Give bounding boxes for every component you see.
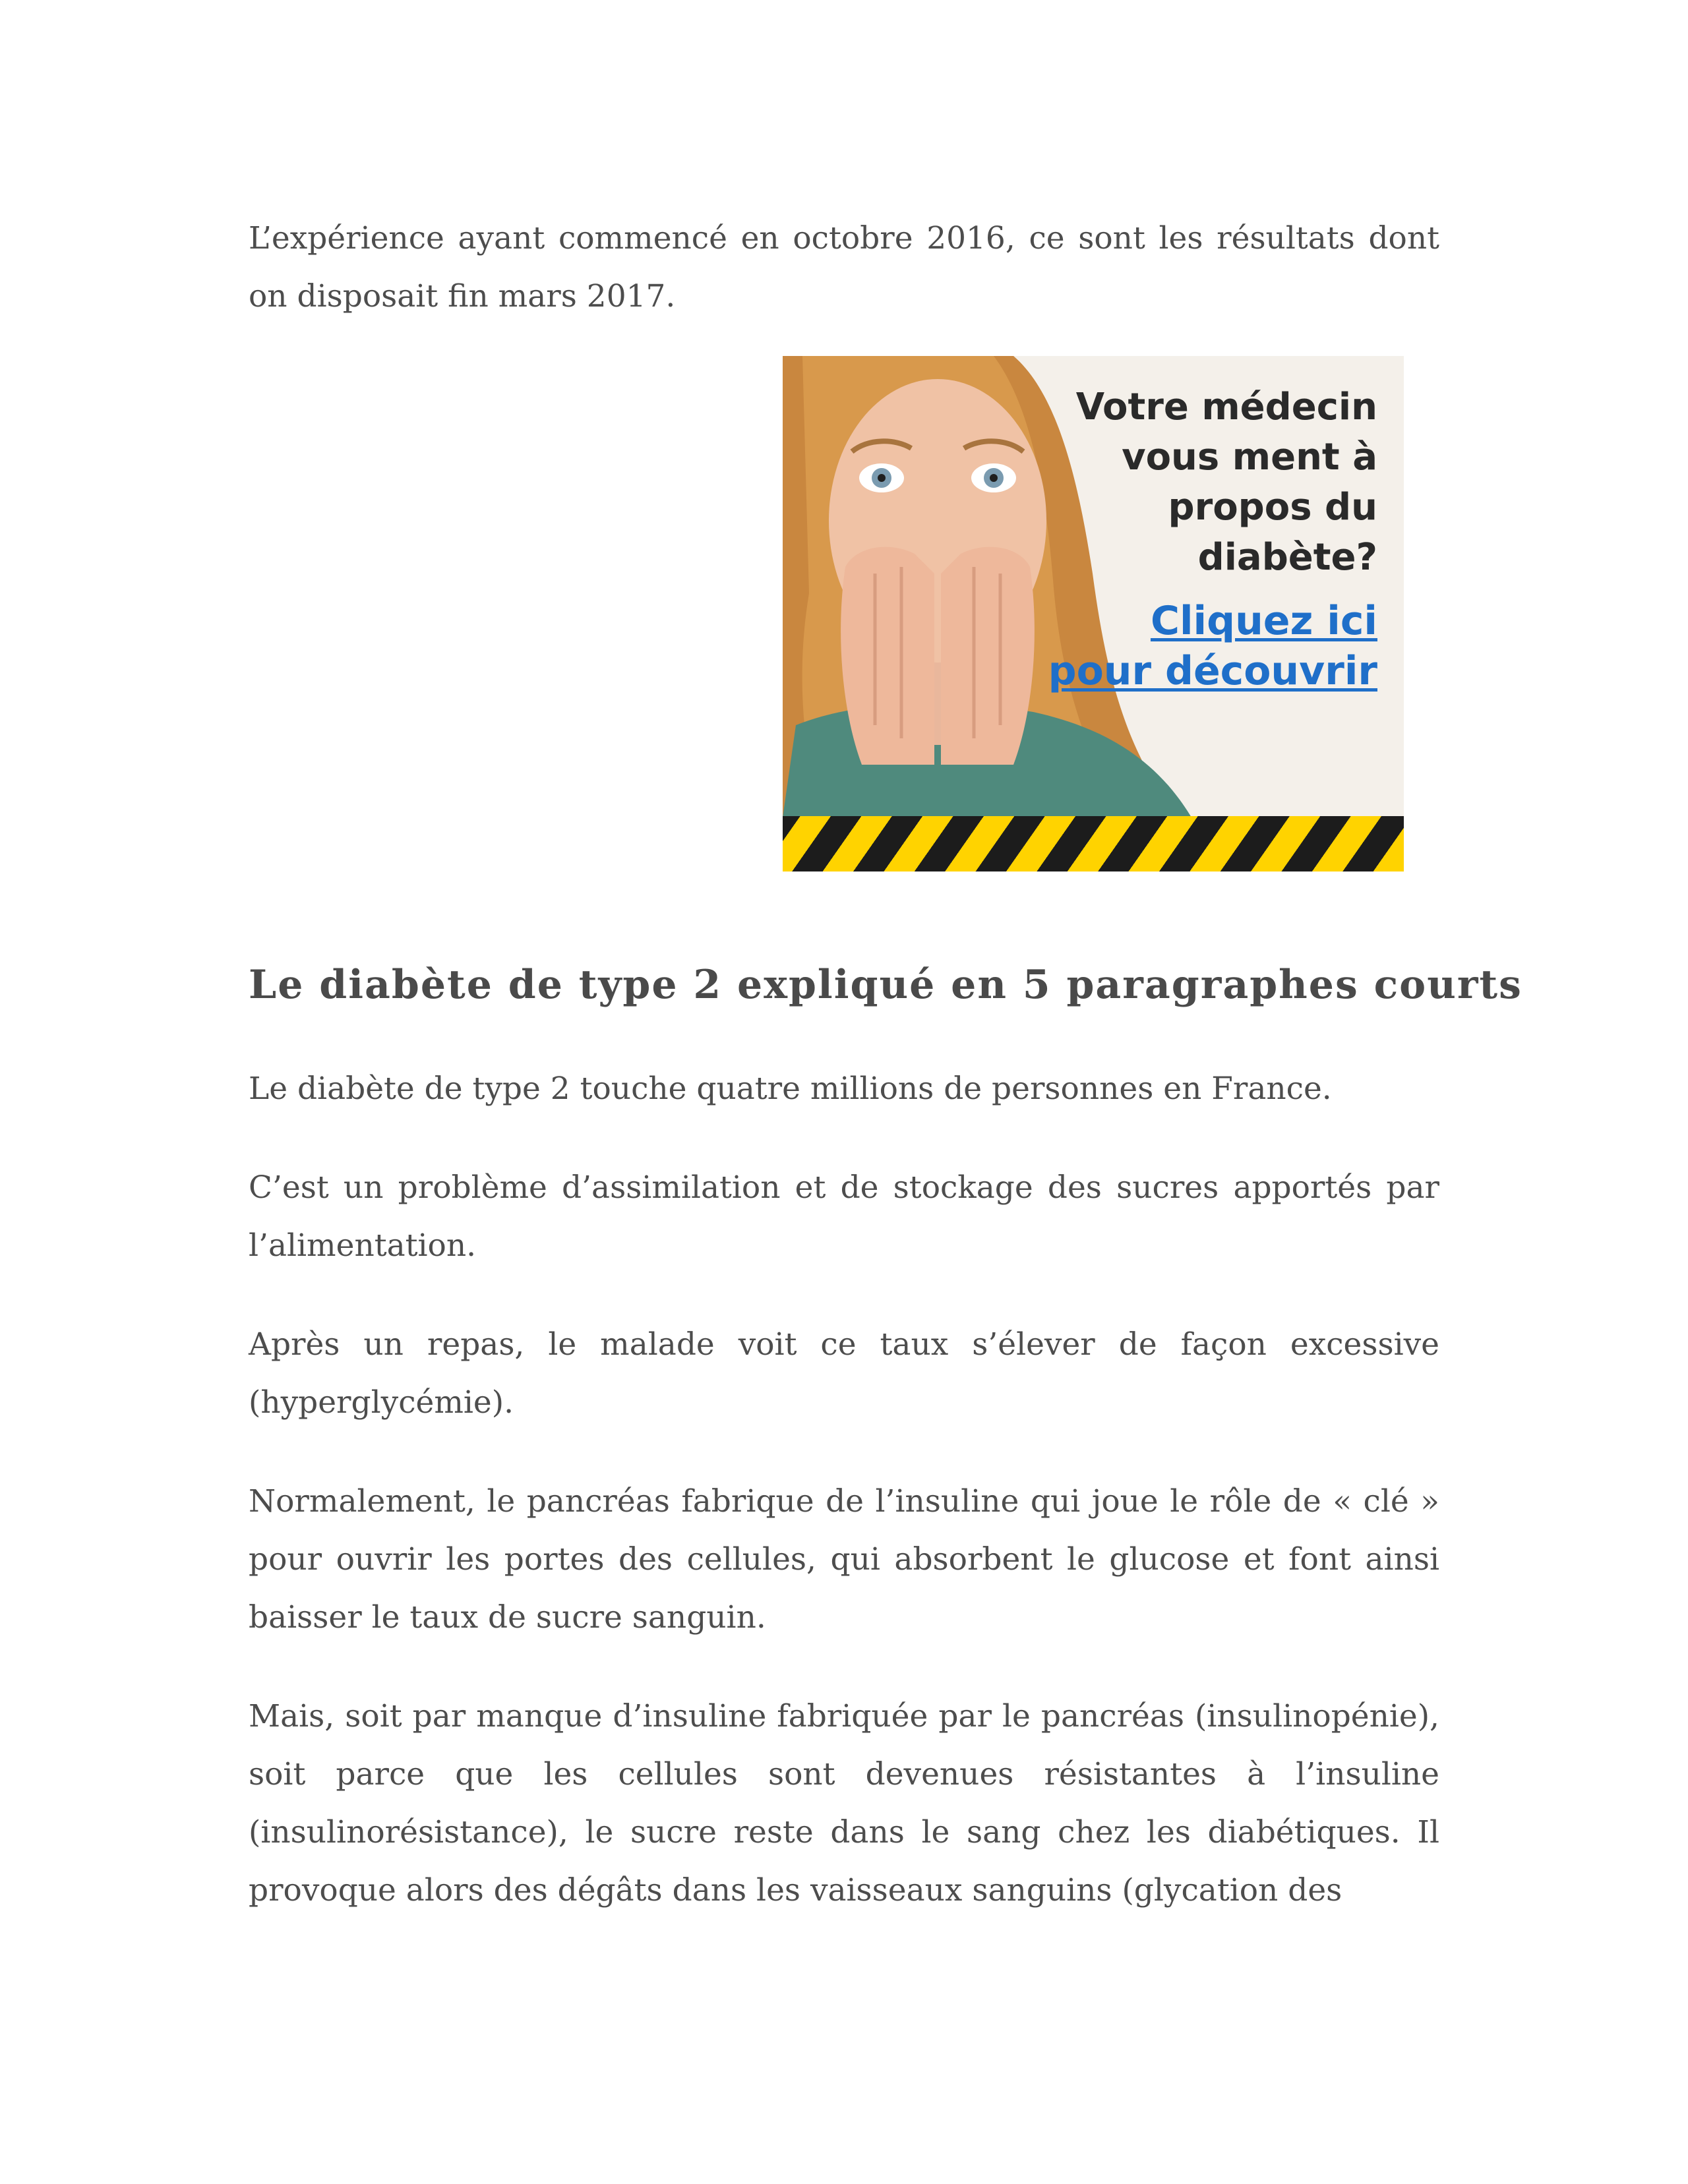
paragraph-4: Normalement, le pancréas fabrique de l’insuline qui joue le rôle de « clé » pour ouvrir les portes des cellules, qui absorbent le glucose et font ainsi baisser le taux de sucre sanguin. [249,1483,1439,1636]
paragraph-5: Mais, soit par manque d’insuline fabriquée par le pancréas (insulinopénie), soit parce que les cellules sont devenues résistantes à l’insuline (insulinorésistance), le sucre reste dans le sang chez les diabétiques. Il provoque alors des dégâts dans les vaisseaux sanguins (glycation des [249,1698,1439,1908]
paragraph-2: C’est un problème d’assimilation et de stockage des sucres apportés par l’alimentation. [249,1169,1439,1264]
section-heading: Le diabète de type 2 expliqué en 5 paragraphes courts [249,962,1522,1008]
intro-paragraph: L’expérience ayant commencé en octobre 2016, ce sont les résultats dont on disposait fin mars 2017. [249,220,1439,314]
paragraph-1: Le diabète de type 2 touche quatre millions de personnes en France. [249,1071,1332,1107]
paragraph-3: Après un repas, le malade voit ce taux s’élever de façon excessive (hyperglycémie). [249,1326,1439,1421]
ad-cta-link[interactable]: Cliquez ici pour découvrir [1048,598,1377,694]
caution-stripes [783,816,1404,871]
diabetes-ad-banner[interactable] [783,356,1404,871]
ad-question-text: Votre médecin vous ment à propos du diabète? [1075,386,1377,579]
ad-text-block [1035,382,1377,696]
